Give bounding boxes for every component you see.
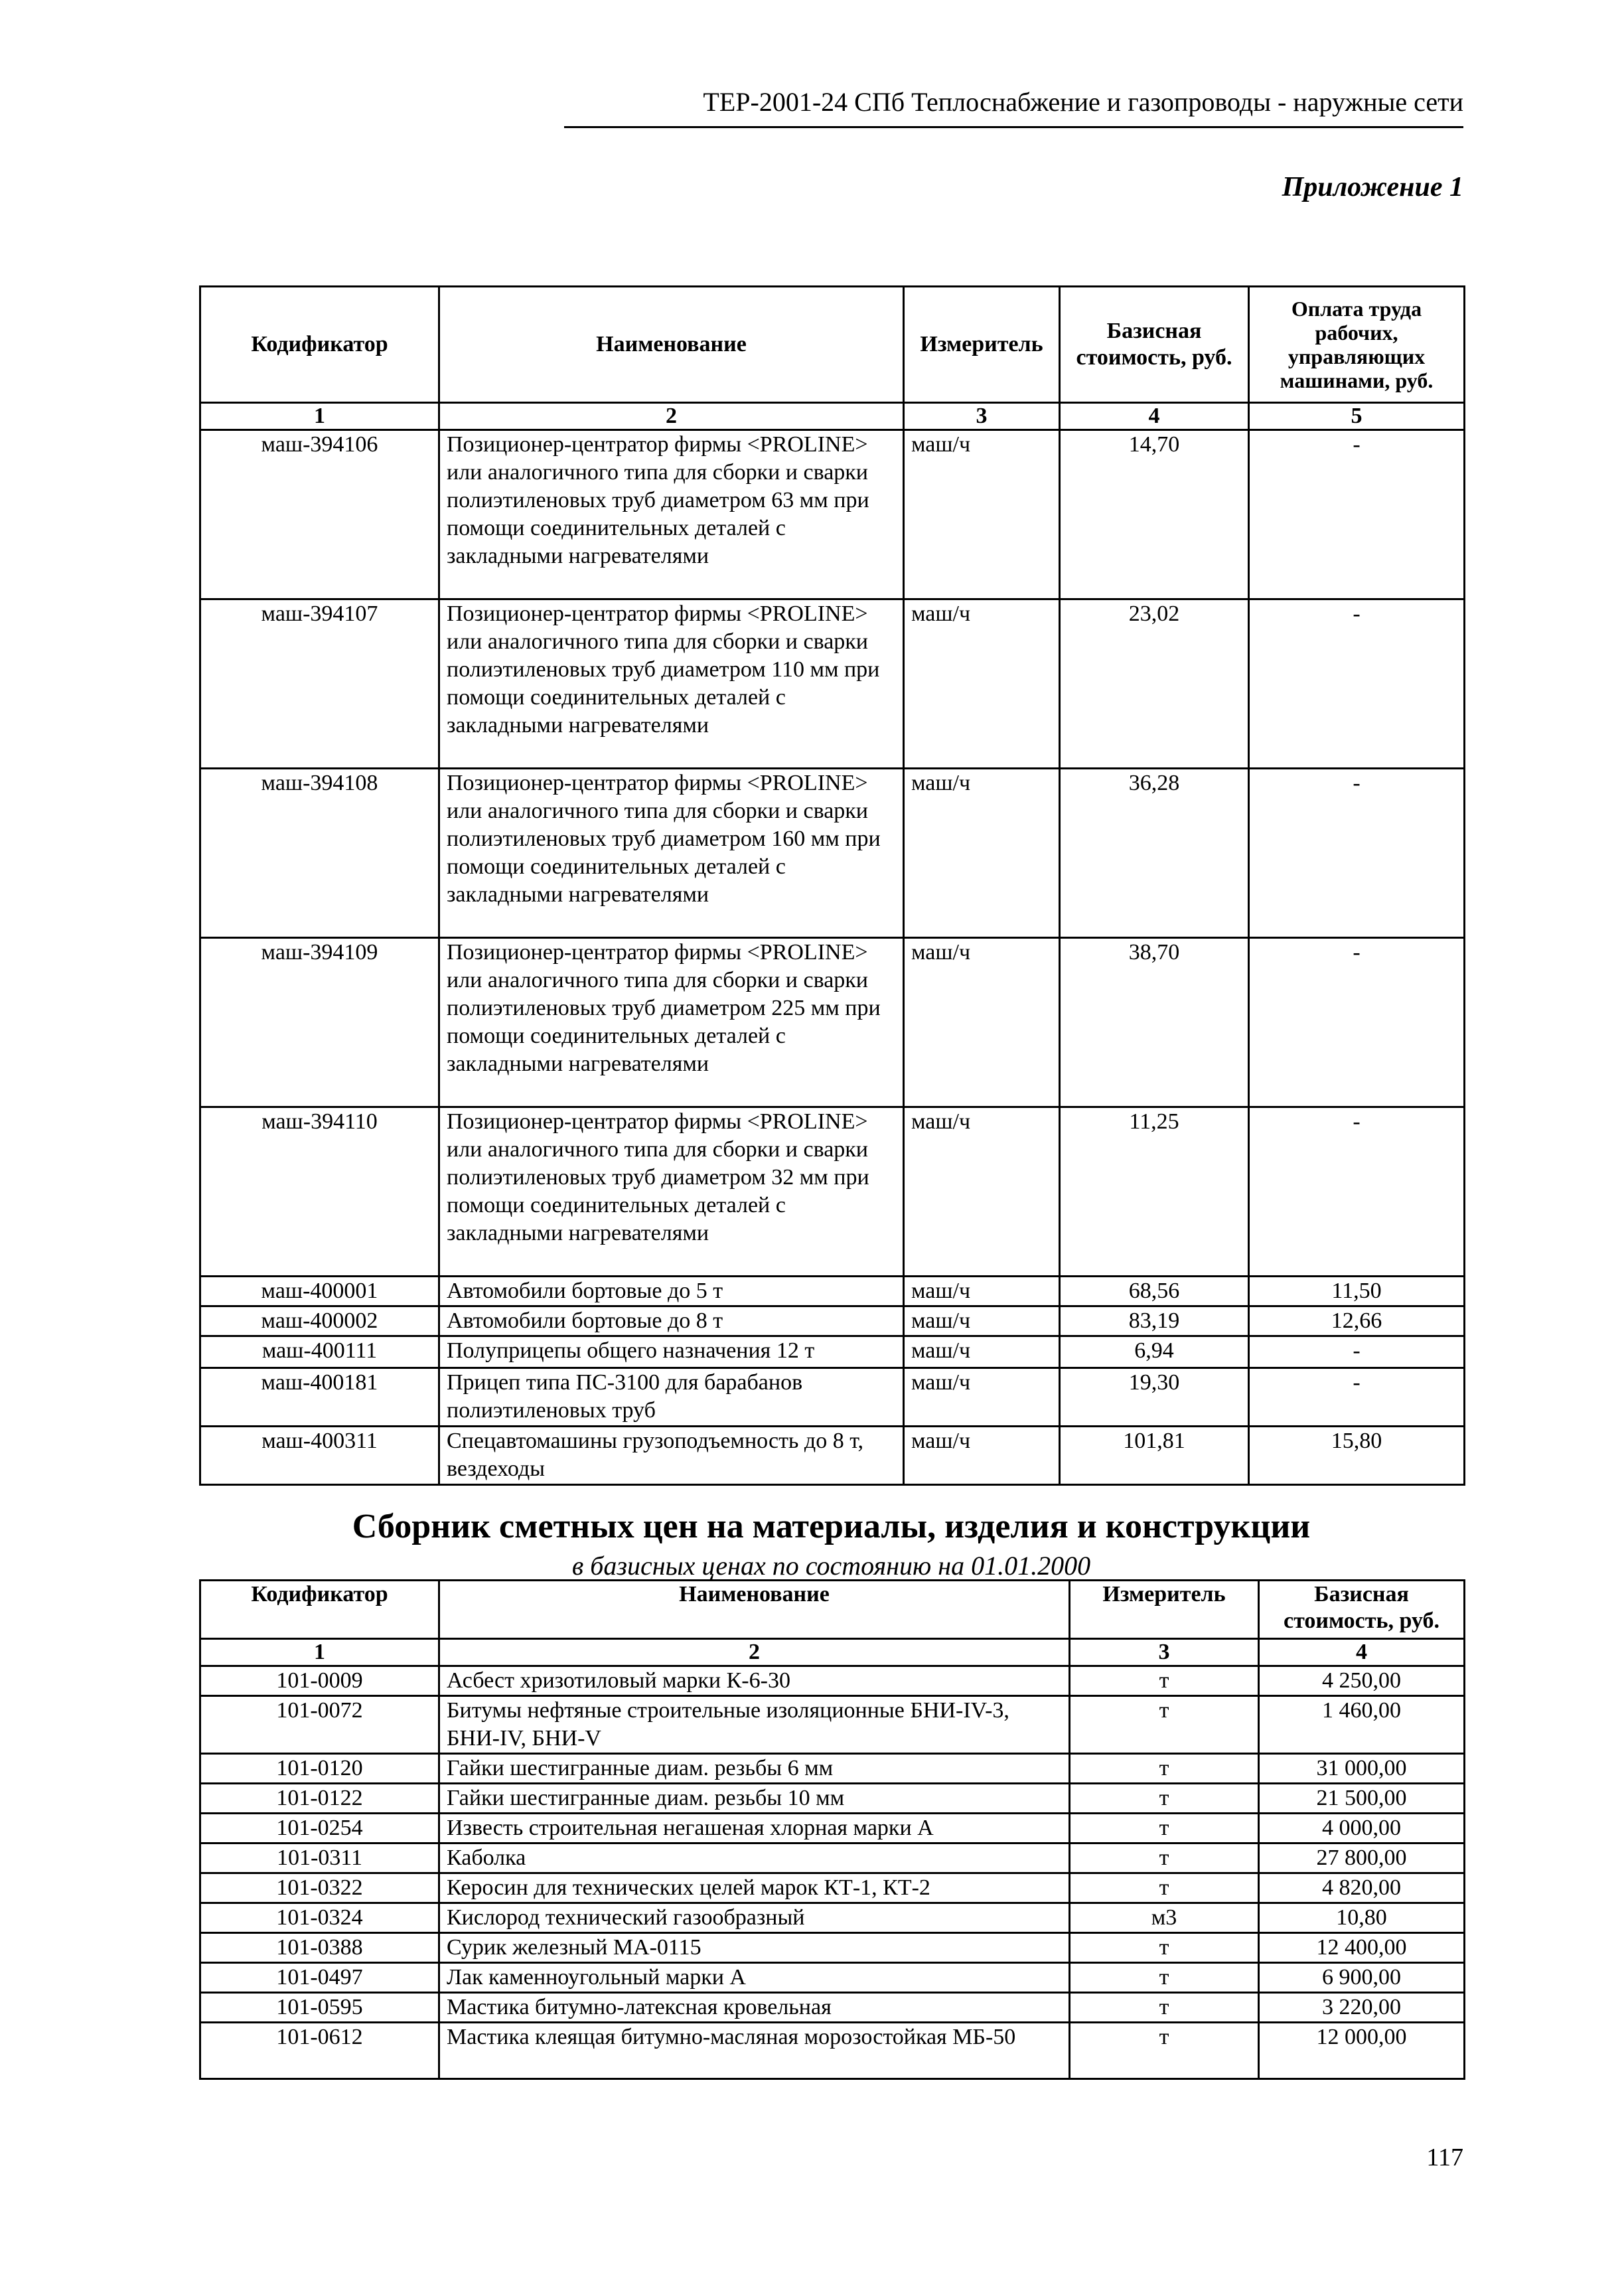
- code-cell: 101-0311: [200, 1843, 439, 1873]
- name-cell: Лак каменноугольный марки А: [439, 1963, 1070, 1993]
- header-wage: Оплата труда рабочих, управляющих машинами, руб.: [1249, 287, 1465, 403]
- cost-cell: 4 250,00: [1259, 1666, 1465, 1696]
- code-cell: маш-400311: [200, 1427, 439, 1485]
- wage-cell: -: [1249, 1336, 1465, 1368]
- name-cell: Мастика клеящая битумно-масляная морозостойкая МБ-50: [439, 2023, 1070, 2079]
- code-cell: маш-400111: [200, 1336, 439, 1368]
- header-unit: Измеритель: [904, 287, 1060, 403]
- table-row: [200, 2023, 1465, 2079]
- name-cell: Каболка: [439, 1843, 1070, 1873]
- unit-cell: м3: [1070, 1903, 1259, 1933]
- table-row: [200, 1306, 1465, 1336]
- code-cell: 101-0120: [200, 1754, 439, 1784]
- table-row: [200, 1107, 1465, 1277]
- unit-cell: маш/ч: [904, 1277, 1060, 1306]
- name-cell: Гайки шестигранные диам. резьбы 10 мм: [439, 1784, 1070, 1814]
- unit-cell: маш/ч: [904, 938, 1060, 1107]
- appendix-label: Приложение 1: [1282, 172, 1463, 202]
- unit-cell: т: [1070, 1873, 1259, 1903]
- table-row: [200, 1784, 1465, 1814]
- unit-cell: т: [1070, 1814, 1259, 1843]
- column-number: 4: [1259, 1639, 1465, 1666]
- cost-cell: 3 220,00: [1259, 1993, 1465, 2023]
- wage-cell: -: [1249, 1107, 1465, 1277]
- table-row: [200, 1963, 1465, 1993]
- table-row: [200, 1873, 1465, 1903]
- cost-cell: 12 000,00: [1259, 2023, 1465, 2079]
- cost-cell: 23,02: [1060, 599, 1249, 769]
- name-cell: Гайки шестигранные диам. резьбы 6 мм: [439, 1754, 1070, 1784]
- name-cell: Мастика битумно-латексная кровельная: [439, 1993, 1070, 2023]
- name-cell: Прицеп типа ПС-3100 для барабанов полиэтиленовых труб: [439, 1368, 904, 1427]
- table-row: [200, 1277, 1465, 1306]
- column-number: 5: [1249, 403, 1465, 430]
- header-code: Кодификатор: [200, 287, 439, 403]
- code-cell: 101-0595: [200, 1993, 439, 2023]
- table-row: [200, 599, 1465, 769]
- unit-cell: т: [1070, 1993, 1259, 2023]
- unit-cell: т: [1070, 1666, 1259, 1696]
- code-cell: маш-400002: [200, 1306, 439, 1336]
- unit-cell: маш/ч: [904, 430, 1060, 599]
- code-cell: 101-0612: [200, 2023, 439, 2079]
- unit-cell: т: [1070, 1963, 1259, 1993]
- code-cell: 101-0009: [200, 1666, 439, 1696]
- name-cell: Позиционер-центратор фирмы <PROLINE> или аналогичного типа для сборки и сварки полиэтиленовых труб диаметром 160 мм при помощи соединительных деталей с закладными нагревателями: [439, 769, 904, 938]
- table-row: [200, 1368, 1465, 1427]
- name-cell: Битумы нефтяные строительные изоляционные БНИ-IV-3, БНИ-IV, БНИ-V: [439, 1696, 1070, 1754]
- unit-cell: т: [1070, 1696, 1259, 1754]
- unit-cell: маш/ч: [904, 1368, 1060, 1427]
- name-cell: Автомобили бортовые до 5 т: [439, 1277, 904, 1306]
- table-row: [200, 430, 1465, 599]
- cost-cell: 38,70: [1060, 938, 1249, 1107]
- wage-cell: 11,50: [1249, 1277, 1465, 1306]
- code-cell: маш-394110: [200, 1107, 439, 1277]
- materials-table: [199, 1579, 1465, 2080]
- name-cell: Полуприцепы общего назначения 12 т: [439, 1336, 904, 1368]
- code-cell: маш-400181: [200, 1368, 439, 1427]
- code-cell: маш-394106: [200, 430, 439, 599]
- code-cell: маш-394108: [200, 769, 439, 938]
- unit-cell: маш/ч: [904, 599, 1060, 769]
- wage-cell: -: [1249, 938, 1465, 1107]
- table-row: [200, 1903, 1465, 1933]
- cost-cell: 6 900,00: [1259, 1963, 1465, 1993]
- cost-cell: 19,30: [1060, 1368, 1249, 1427]
- name-cell: Керосин для технических целей марок КТ-1, КТ-2: [439, 1873, 1070, 1903]
- wage-cell: -: [1249, 1368, 1465, 1427]
- header-cost: Базисная стоимость, руб.: [1259, 1581, 1465, 1639]
- wage-cell: -: [1249, 599, 1465, 769]
- materials-section-title: Сборник сметных цен на материалы, изделия и конструкции: [352, 1508, 1311, 1545]
- cost-cell: 101,81: [1060, 1427, 1249, 1485]
- unit-cell: т: [1070, 1784, 1259, 1814]
- column-number: 3: [1070, 1639, 1259, 1666]
- unit-cell: маш/ч: [904, 1336, 1060, 1368]
- cost-cell: 12 400,00: [1259, 1933, 1465, 1963]
- cost-cell: 68,56: [1060, 1277, 1249, 1306]
- code-cell: 101-0497: [200, 1963, 439, 1993]
- header-name: Наименование: [439, 1581, 1070, 1639]
- page-number: 117: [1426, 2144, 1463, 2171]
- unit-cell: маш/ч: [904, 1427, 1060, 1485]
- cost-cell: 83,19: [1060, 1306, 1249, 1336]
- code-cell: 101-0322: [200, 1873, 439, 1903]
- code-cell: 101-0388: [200, 1933, 439, 1963]
- column-number: 2: [439, 1639, 1070, 1666]
- name-cell: Известь строительная негашеная хлорная марки А: [439, 1814, 1070, 1843]
- code-cell: маш-394107: [200, 599, 439, 769]
- unit-cell: маш/ч: [904, 1306, 1060, 1336]
- name-cell: Асбест хризотиловый марки К-6-30: [439, 1666, 1070, 1696]
- table-row: [200, 1666, 1465, 1696]
- table-row: [200, 1814, 1465, 1843]
- table-row: [200, 1754, 1465, 1784]
- cost-cell: 27 800,00: [1259, 1843, 1465, 1873]
- wage-cell: -: [1249, 430, 1465, 599]
- unit-cell: т: [1070, 1843, 1259, 1873]
- table-row: [200, 1427, 1465, 1485]
- code-cell: 101-0254: [200, 1814, 439, 1843]
- cost-cell: 36,28: [1060, 769, 1249, 938]
- cost-cell: 4 000,00: [1259, 1814, 1465, 1843]
- table-row: [200, 938, 1465, 1107]
- cost-cell: 11,25: [1060, 1107, 1249, 1277]
- materials-section-subtitle: в базисных ценах по состоянию на 01.01.2000: [571, 1551, 1091, 1581]
- code-cell: маш-400001: [200, 1277, 439, 1306]
- cost-cell: 4 820,00: [1259, 1873, 1465, 1903]
- table-row: [200, 1933, 1465, 1963]
- name-cell: Кислород технический газообразный: [439, 1903, 1070, 1933]
- cost-cell: 6,94: [1060, 1336, 1249, 1368]
- column-number: 1: [200, 1639, 439, 1666]
- unit-cell: маш/ч: [904, 1107, 1060, 1277]
- cost-cell: 31 000,00: [1259, 1754, 1465, 1784]
- table-row: [200, 1993, 1465, 2023]
- wage-cell: 12,66: [1249, 1306, 1465, 1336]
- name-cell: Позиционер-центратор фирмы <PROLINE> или аналогичного типа для сборки и сварки полиэтиленовых труб диаметром 32 мм при помощи соединительных деталей с закладными нагревателями: [439, 1107, 904, 1277]
- name-cell: Спецавтомашины грузоподъемность до 8 т, вездеходы: [439, 1427, 904, 1485]
- unit-cell: т: [1070, 1754, 1259, 1784]
- code-cell: 101-0122: [200, 1784, 439, 1814]
- code-cell: 101-0324: [200, 1903, 439, 1933]
- cost-cell: 10,80: [1259, 1903, 1465, 1933]
- column-number: 3: [904, 403, 1060, 430]
- column-number: 2: [439, 403, 904, 430]
- document-header-title: ТЕР-2001-24 СПб Теплоснабжение и газопроводы - наружные сети: [703, 87, 1463, 117]
- unit-cell: т: [1070, 2023, 1259, 2079]
- wage-cell: 15,80: [1249, 1427, 1465, 1485]
- header-unit: Измеритель: [1070, 1581, 1259, 1639]
- cost-cell: 21 500,00: [1259, 1784, 1465, 1814]
- column-number: 4: [1060, 403, 1249, 430]
- table-row: [200, 1696, 1465, 1754]
- machines-table: [199, 285, 1465, 1486]
- cost-cell: 1 460,00: [1259, 1696, 1465, 1754]
- name-cell: Позиционер-центратор фирмы <PROLINE> или аналогичного типа для сборки и сварки полиэтиленовых труб диаметром 225 мм при помощи соединительных деталей с закладными нагревателями: [439, 938, 904, 1107]
- name-cell: Позиционер-центратор фирмы <PROLINE> или аналогичного типа для сборки и сварки полиэтиленовых труб диаметром 63 мм при помощи соединительных деталей с закладными нагревателями: [439, 430, 904, 599]
- name-cell: Автомобили бортовые до 8 т: [439, 1306, 904, 1336]
- unit-cell: маш/ч: [904, 769, 1060, 938]
- column-number: 1: [200, 403, 439, 430]
- cost-cell: 14,70: [1060, 430, 1249, 599]
- code-cell: 101-0072: [200, 1696, 439, 1754]
- header-cost: Базисная стоимость, руб.: [1060, 287, 1249, 403]
- table-row: [200, 769, 1465, 938]
- header-name: Наименование: [439, 287, 904, 403]
- table-row: [200, 1336, 1465, 1368]
- header-rule: [564, 126, 1463, 128]
- wage-cell: -: [1249, 769, 1465, 938]
- name-cell: Позиционер-центратор фирмы <PROLINE> или аналогичного типа для сборки и сварки полиэтиленовых труб диаметром 110 мм при помощи соединительных деталей с закладными нагревателями: [439, 599, 904, 769]
- header-code: Кодификатор: [200, 1581, 439, 1639]
- table-row: [200, 1843, 1465, 1873]
- name-cell: Сурик железный МА-0115: [439, 1933, 1070, 1963]
- code-cell: маш-394109: [200, 938, 439, 1107]
- unit-cell: т: [1070, 1933, 1259, 1963]
